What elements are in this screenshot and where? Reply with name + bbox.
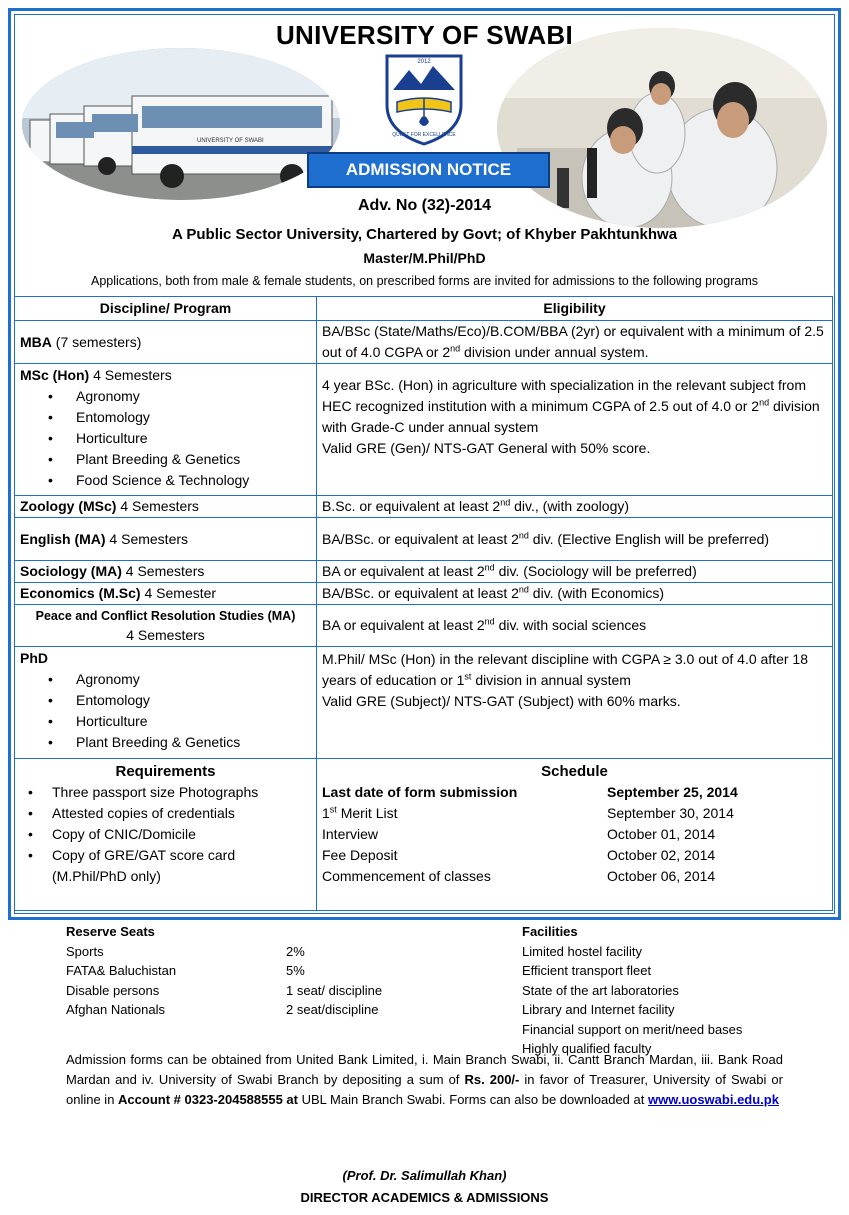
university-subtitle: A Public Sector University, Chartered by Govt; of Khyber Pakhtunkhwa: [171, 226, 678, 243]
admission-forms-paragraph: Admission forms can be obtained from United Bank Limited, i. Main Branch Swabi, ii. Cantt Branch Mardan, iii. Bank Road Mardan and iv. University of Swabi Branch by depositing a sum of Rs. 200/- in favor of Treasurer, University of Swabi or online in Account # 0323-204588555 at UBL Main Branch Swabi. Forms can also be downloaded at www.uoswabi.edu.pk: [66, 1052, 783, 1107]
eligibility-cell: BA or equivalent at least 2nd div. with social sciences: [317, 605, 833, 647]
list-item: Efficient transport fleet: [522, 963, 652, 978]
list-item: • Three passport size Photographs: [28, 782, 311, 803]
reserve-seats: [66, 922, 486, 1020]
table-row: English (MA) 4 Semesters BA/BSc. or equivalent at least 2nd div. (Elective English will be preferred): [15, 518, 833, 561]
facilities-title: Facilities: [522, 924, 578, 939]
account-number: Account # 0323-204588555 at: [118, 1092, 298, 1107]
table-row: MSc (Hon) 4 Semesters • Agronomy • Entomology • Horticulture • Plant Breeding & Genetics • Food Science & Technology 4 year BSc. (Hon) in agriculture with specialization in the relevant subject from HEC recognized institution with a minimum CGPA of 2.5 out of 4.0 or 2nd division with Grade-C under annual system Valid GRE (Gen)/ NTS-GAT General with 50% score.: [15, 364, 833, 496]
list-item: • Entomology: [48, 407, 311, 428]
list-item: • Entomology: [48, 690, 311, 711]
list-item: Financial support on merit/need bases: [522, 1021, 743, 1037]
table-header-row: [15, 297, 833, 321]
degree-levels: Master/M.Phil/PhD: [363, 250, 486, 266]
list-item: Highly qualified faculty: [522, 1041, 652, 1056]
eligibility-cell: BA/BSc (State/Maths/Eco)/B.COM/BBA (2yr) or equivalent with a minimum of 2.5 out of 4.0 CGPA or 2nd division under annual system.: [317, 321, 833, 364]
svg-text:UNIVERSITY OF SWABI: UNIVERSITY OF SWABI: [197, 138, 264, 144]
list-item: Afghan Nationals 2 seat/discipline: [66, 1002, 379, 1017]
eligibility-cell: BA/BSc. or equivalent at least 2nd div. (with Economics): [317, 583, 833, 605]
university-logo: [381, 50, 467, 148]
eligibility-cell: BA/BSc. or equivalent at least 2nd div. (Elective English will be preferred): [317, 518, 833, 561]
list-item: • Copy of CNIC/Domicile: [28, 824, 311, 845]
eligibility-cell: B.Sc. or equivalent at least 2nd div., (with zoology): [317, 496, 833, 518]
list-item: Disable persons 1 seat/ discipline: [66, 982, 383, 998]
logo-motto: QUEST FOR EXCELLENCE: [392, 132, 456, 138]
eligibility-cell: 4 year BSc. (Hon) in agriculture with specialization in the relevant subject from HEC recognized institution with a minimum CGPA of 2.5 out of 4.0 or 2nd division with Grade-C under annual system Valid GRE (Gen)/ NTS-GAT General with 50% score.: [317, 364, 833, 496]
list-item: FATA& Baluchistan 5%: [66, 963, 305, 978]
list-item: • Plant Breeding & Genetics: [48, 449, 311, 470]
program-name: PhD: [20, 650, 48, 666]
table-row: Fee Deposit October 02, 2014: [322, 847, 716, 863]
table-row: Interview October 01, 2014: [322, 826, 716, 842]
list-item: • Agronomy: [48, 669, 311, 690]
eligibility-cell: M.Phil/ MSc (Hon) in the relevant discipline with CGPA ≥ 3.0 out of 4.0 after 18 years of education or 1st division in annual system Valid GRE (Subject)/ NTS-GAT (Subject) with 60% marks.: [317, 647, 833, 759]
list-item: • Food Science & Technology: [48, 470, 311, 491]
discipline-header: Discipline/ Program: [15, 297, 317, 321]
advertisement-number: Adv. No (32)-2014: [357, 197, 492, 214]
table-row: Last date of form submission September 25, 2014: [322, 784, 738, 800]
program-name: Economics (M.Sc): [20, 585, 141, 601]
program-name: MSc (Hon): [20, 367, 90, 383]
website-link[interactable]: www.uoswabi.edu.pk: [647, 1092, 779, 1107]
table-row: [15, 647, 833, 759]
schedule-cell: [317, 759, 833, 911]
reserve-seats-title: Reserve Seats: [66, 924, 155, 939]
table-row: Commencement of classes October 06, 2014: [322, 868, 716, 884]
fee-amount: Rs. 200/-: [464, 1072, 520, 1087]
list-item: • Agronomy: [48, 386, 311, 407]
requirements-title: Requirements: [115, 763, 216, 780]
list-item: Library and Internet facility: [522, 1002, 675, 1017]
schedule-table: [322, 782, 827, 887]
logo-year: 2012: [417, 59, 431, 65]
facilities: [522, 922, 822, 1059]
eligibility-cell: BA or equivalent at least 2nd div. (Sociology will be preferred): [317, 561, 833, 583]
table-row: 1st Merit List September 30, 2014: [322, 804, 734, 821]
admission-notice-banner: ADMISSION NOTICE: [307, 152, 550, 188]
signatory-designation: DIRECTOR ACADEMICS & ADMISSIONS: [300, 1190, 549, 1205]
buses-photo: [22, 48, 340, 200]
list-item: • Copy of GRE/GAT score card (M.Phil/PhD only): [28, 845, 311, 887]
table-row: Peace and Conflict Resolution Studies (MA) 4 Semesters BA or equivalent at least 2nd div. with social sciences: [15, 605, 833, 647]
list-item: • Horticulture: [48, 711, 311, 732]
table-row: [15, 759, 833, 911]
table-row: Zoology (MSc) 4 Semesters B.Sc. or equivalent at least 2nd div., (with zoology): [15, 496, 833, 518]
eligibility-header: Eligibility: [317, 297, 833, 321]
list-item: Sports 2%: [66, 943, 305, 959]
program-name: MBA: [20, 333, 52, 350]
signatory-name: (Prof. Dr. Salimullah Khan): [342, 1168, 507, 1183]
program-name: Zoology (MSc): [20, 498, 117, 514]
table-row: Sociology (MA) 4 Semesters BA or equivalent at least 2nd div. (Sociology will be preferred): [15, 561, 833, 583]
schedule-title: Schedule: [541, 763, 608, 780]
program-name: Peace and Conflict Resolution Studies (MA): [35, 609, 296, 623]
list-item: • Plant Breeding & Genetics: [48, 732, 311, 753]
program-duration: (7 semesters): [51, 333, 142, 350]
list-item: • Horticulture: [48, 428, 311, 449]
list-item: Limited hostel facility: [522, 943, 642, 959]
table-row: [15, 321, 833, 364]
list-item: State of the art laboratories: [522, 982, 679, 998]
program-name: Sociology (MA): [20, 563, 122, 579]
university-title: UNIVERSITY OF SWABI: [275, 20, 574, 50]
intro-text: Applications, both from male & female students, on prescribed forms are invited for admissions to the following programs: [91, 274, 758, 288]
table-row: Economics (M.Sc) 4 Semester BA/BSc. or equivalent at least 2nd div. (with Economics): [15, 583, 833, 605]
list-item: • Attested copies of credentials: [28, 803, 311, 824]
programs-table: [14, 296, 833, 911]
program-name: English (MA): [20, 530, 106, 547]
